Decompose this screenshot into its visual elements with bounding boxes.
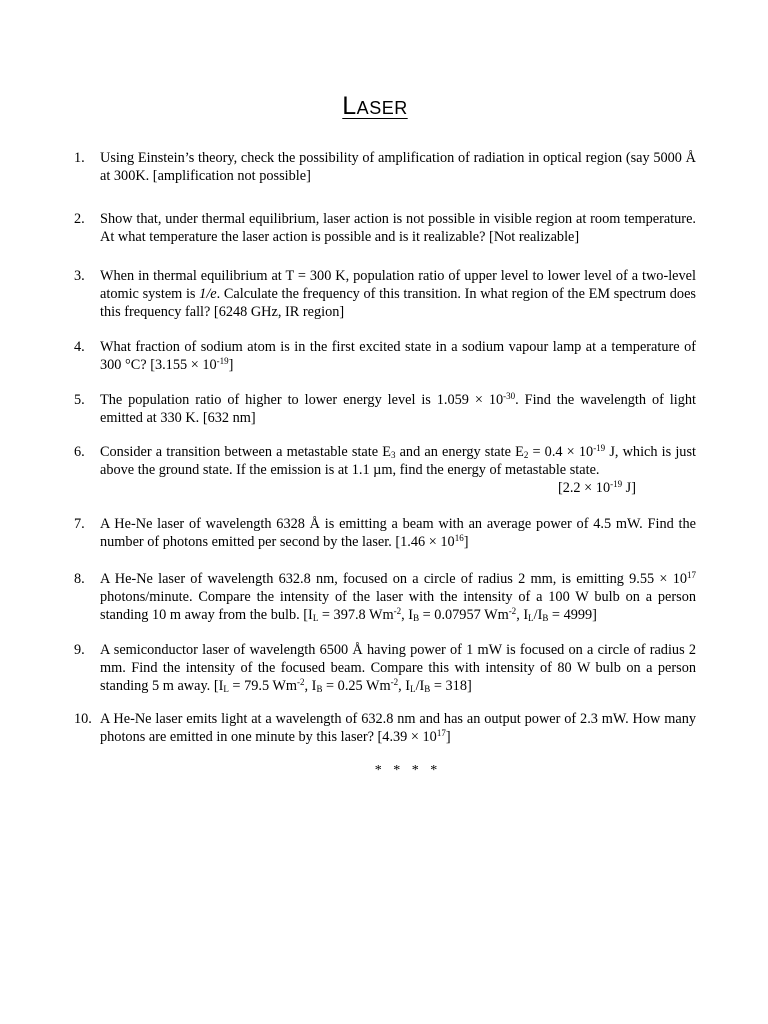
question-number: 7. bbox=[74, 516, 85, 532]
question-number: 1. bbox=[74, 150, 85, 166]
question-number: 6. bbox=[74, 444, 85, 460]
question-text: A He-Ne laser of wavelength 632.8 nm, focused on a circle of radius 2 mm, is emitting $9.55 \times 10^{17}$ photons/minute. Compare the intensity of the laser with the intensity of a 100 W bulb on a person standing 10 m away from the bulb. [$I_L = 397.8$ $Wm^{-2}$, $I_B = 0.07957$ $Wm^{-2}$, $I_L/I_B = 4999$] bbox=[100, 570, 696, 623]
question-number: 9. bbox=[74, 642, 85, 658]
question-number: 2. bbox=[74, 211, 85, 227]
question-text: Consider a transition between a metastable state $E_3$ and an energy state $E_2 = 0.4 \times 10^{-19}$ J, which is just above the ground state. If the emission is at 1.1 µm, find the energy of metastable state. [$2.2 \times 10^{-19}$ J] bbox=[100, 443, 696, 496]
question-item bbox=[74, 210, 696, 246]
question-item bbox=[74, 710, 696, 746]
question-text: The population ratio of higher to lower energy level is $1.059 \times 10^{-30}$. Find the wavelength of light emitted at 330 K. [632 nm] bbox=[100, 391, 696, 426]
question-item bbox=[74, 443, 696, 497]
question-item bbox=[74, 515, 696, 551]
question-item bbox=[74, 338, 696, 374]
question-text: A He-Ne laser emits light at a wavelength of 632.8 nm and has an output power of 2.3 mW. How many photons are emitted in one minute by this laser? $[4.39 \times 10^{17}]$ bbox=[100, 711, 696, 745]
question-number: 5. bbox=[74, 392, 85, 408]
answer-line: [$2.2 \times 10^{-19}$ J] bbox=[557, 479, 636, 496]
question-text: What fraction of sodium atom is in the first excited state in a sodium vapour lamp at a temperature of 300 °C? $[3.155 \times 10^{-19}]$ bbox=[100, 339, 696, 373]
question-item bbox=[74, 570, 696, 624]
question-text: Show that, under thermal equilibrium, laser action is not possible in visible region at room temperature. At what temperature the laser action is possible and is it realizable? [Not realizable] bbox=[100, 211, 696, 245]
question-item bbox=[74, 641, 696, 695]
question-text: A He-Ne laser of wavelength 6328 Å is emitting a beam with an average power of 4.5 mW. Find the number of photons emitted per second by the laser. $[1.46 \times 10^{16}]$ bbox=[100, 516, 696, 550]
question-text: When in thermal equilibrium at T = 300 K, population ratio of upper level to lower level of a two-level atomic system is 1/e. Calculate the frequency of this transition. In what region of the EM spectrum does this frequency fall? [6248 GHz, IR region] bbox=[100, 268, 696, 320]
question-number: 10. bbox=[74, 711, 92, 727]
question-text: A semiconductor laser of wavelength 6500 Å having power of 1 mW is focused on a circle of radius 2 mm. Find the intensity of the focused beam. Compare this with intensity of 80 W bulb on a person standing 5 m away. [$I_L = 79.5$ $Wm^{-2}$, $I_B = 0.25$ $Wm^{-2}$, $I_L/I_B = 318$] bbox=[100, 642, 696, 694]
question-item bbox=[74, 149, 696, 185]
question-item bbox=[74, 391, 696, 427]
end-marker: * * * * bbox=[374, 763, 442, 778]
question-text: Using Einstein’s theory, check the possibility of amplification of radiation in optical region (say 5000 Å at 300K. [amplification not possible] bbox=[100, 150, 696, 184]
question-number: 8. bbox=[74, 571, 85, 587]
question-number: 3. bbox=[74, 268, 85, 284]
page-title: Laser bbox=[342, 92, 408, 120]
question-item bbox=[74, 267, 696, 321]
question-number: 4. bbox=[74, 339, 85, 355]
